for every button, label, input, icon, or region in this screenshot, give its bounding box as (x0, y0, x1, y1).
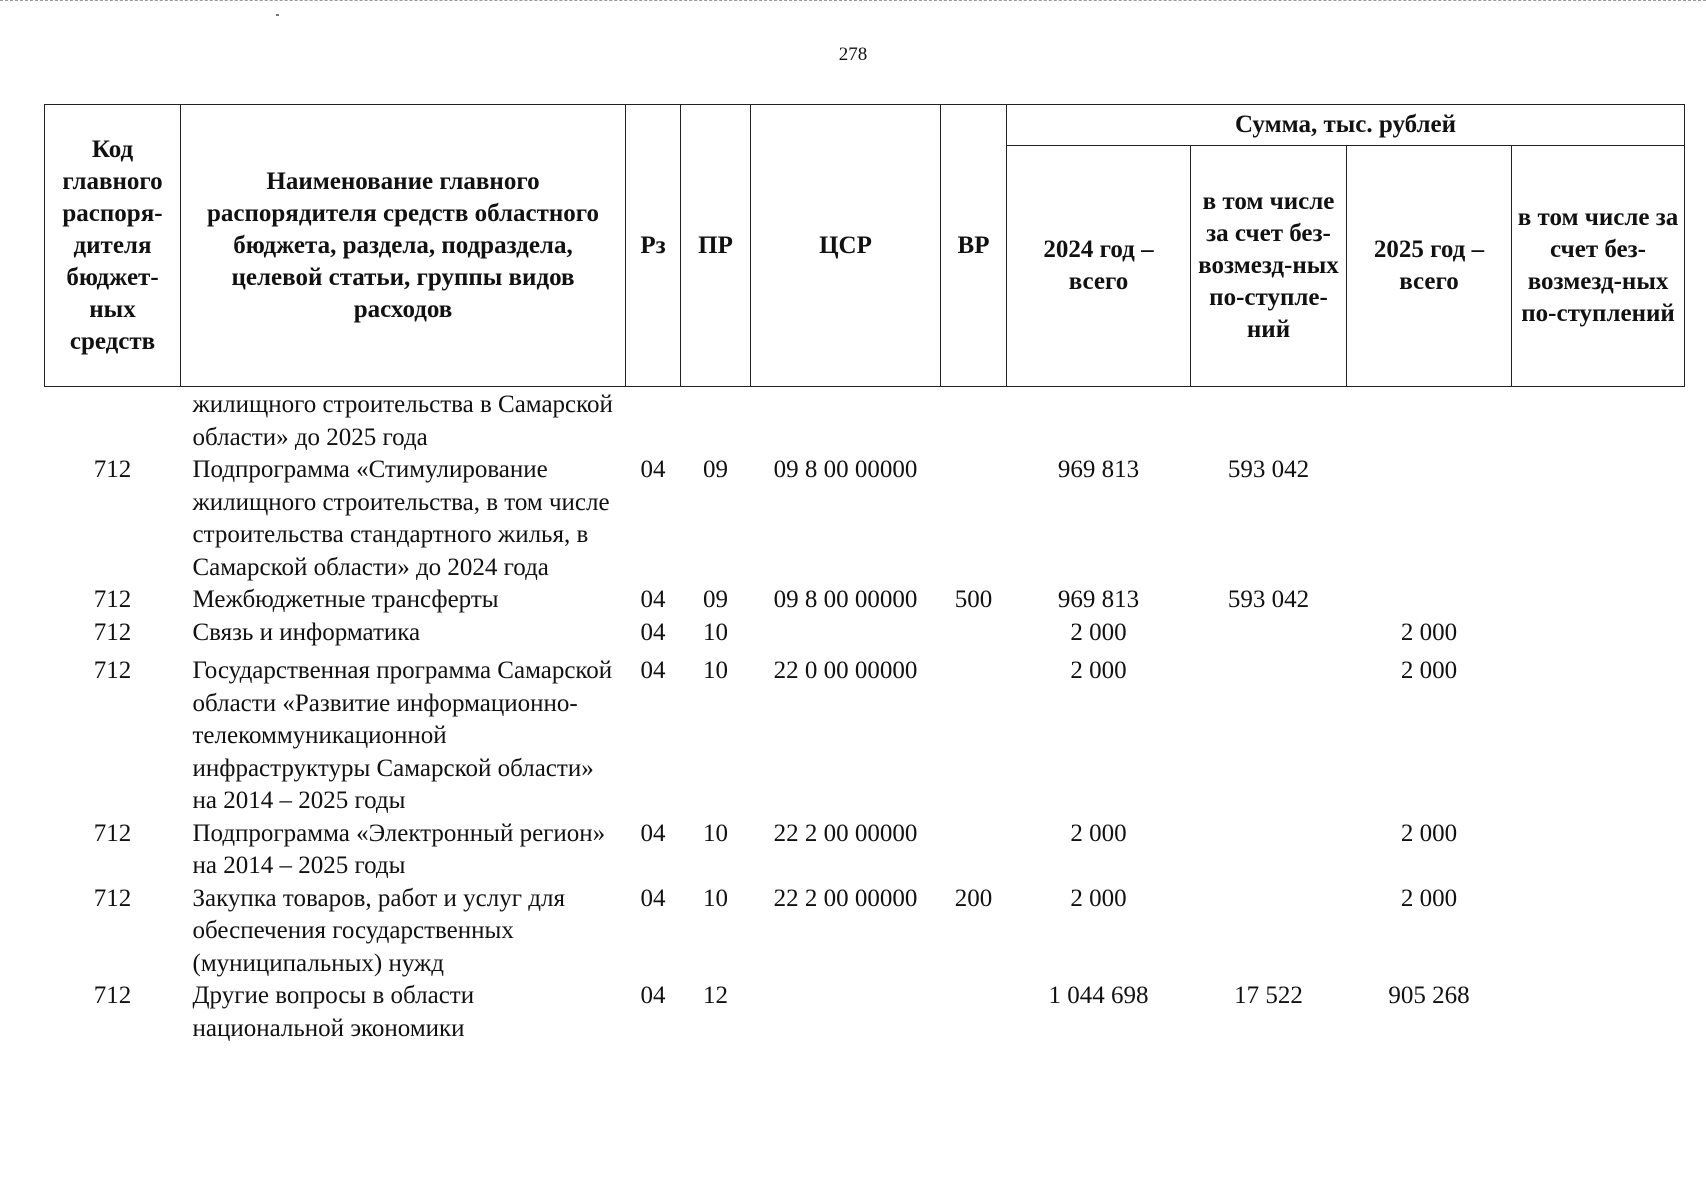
scan-speck (276, 14, 279, 16)
cell-vr (941, 387, 1007, 455)
header-csr: ЦСР (751, 105, 941, 387)
cell-pr: 12 (703, 982, 728, 1009)
header-2025-free: в том числе за счет без-возмезд-ных по-ступлений (1512, 146, 1685, 387)
header-2024-total: 2024 год – всего (1007, 146, 1191, 387)
cell-rz: 04 (640, 618, 666, 646)
cell-name: Подпрограмма «Стимулирование жилищного строительства, в том числе строительства стандартного жилья, в Самарской области» до 2024 года (192, 456, 610, 581)
cell-2025-free (1512, 980, 1685, 1045)
cell-name: Межбюджетные трансферты (192, 586, 499, 613)
table-body (45, 387, 1685, 1046)
cell-rz: 04 (640, 819, 666, 847)
cell-2025-total: 2 000 (1400, 657, 1458, 684)
cell-2024-free: 593 042 (1227, 456, 1310, 483)
table-row (45, 454, 1685, 584)
cell-csr: 22 2 00 00000 (773, 884, 918, 912)
cell-2024-free (1191, 818, 1347, 883)
cell-csr: 22 0 00 00000 (773, 657, 918, 684)
cell-2025-total: 2 000 (1400, 618, 1458, 646)
cell-vr (941, 617, 1007, 650)
cell-code: 712 (93, 819, 132, 847)
cell-2024-free (1191, 387, 1347, 455)
cell-name: Связь и информатика (192, 618, 421, 646)
cell-2024-total: 2 000 (1070, 618, 1127, 646)
header-code: Код главного распоря-дителя бюджет-ных средств (45, 105, 181, 387)
header-pr: ПР (681, 105, 751, 387)
cell-rz: 04 (640, 586, 666, 613)
cell-csr: 09 8 00 00000 (773, 586, 918, 613)
cell-vr: 200 (954, 884, 993, 912)
cell-2025-free (1512, 649, 1685, 818)
cell-2025-total (1347, 387, 1512, 455)
cell-code: 712 (93, 618, 132, 646)
cell-pr: 09 (703, 586, 728, 613)
cell-rz (626, 387, 681, 455)
cell-2025-free (1512, 617, 1685, 650)
cell-vr (941, 980, 1007, 1045)
cell-pr: 10 (703, 819, 728, 847)
cell-pr: 10 (703, 657, 728, 684)
cell-2025-total (1347, 454, 1512, 584)
cell-csr: 09 8 00 00000 (773, 456, 918, 483)
cell-2024-total (1007, 387, 1191, 455)
cell-vr (941, 649, 1007, 818)
cell-2024-free: 17 522 (1234, 982, 1303, 1009)
header-vr: ВР (941, 105, 1007, 387)
cell-pr (681, 387, 751, 455)
header-name: Наименование главного распорядителя средств областного бюджета, раздела, подраздела, целевой статьи, группы видов расходов (181, 105, 626, 387)
cell-code: 712 (93, 884, 132, 912)
header-rz: Рз (626, 105, 681, 387)
cell-pr: 10 (703, 884, 728, 912)
cell-vr (941, 818, 1007, 883)
cell-2025-free (1512, 883, 1685, 981)
cell-vr (941, 454, 1007, 584)
cell-name: Закупка товаров, работ и услуг для обеспечения государственных (муниципальных) нужд (192, 884, 565, 977)
cell-code: 712 (93, 982, 132, 1009)
cell-2024-total: 1 044 698 (1048, 982, 1149, 1009)
cell-2024-total: 2 000 (1070, 819, 1127, 847)
cell-csr: 22 2 00 00000 (773, 819, 918, 847)
cell-2025-free (1512, 584, 1685, 617)
cell-name: Государственная программа Самарской области «Развитие информационно-телекоммуникационной инфраструктуры Самарской области» на 2014 – 2025 годы (192, 657, 613, 814)
cell-name: Другие вопросы в области национальной экономики (192, 982, 475, 1042)
cell-2024-total: 969 813 (1057, 456, 1140, 483)
cell-2024-total: 2 000 (1070, 657, 1127, 684)
cell-code (45, 387, 181, 455)
cell-rz: 04 (640, 456, 666, 483)
cell-2024-free (1191, 883, 1347, 981)
cell-name: Подпрограмма «Электронный регион» на 2014 – 2025 годы (192, 819, 606, 879)
cell-2025-total (1347, 584, 1512, 617)
cell-2024-free (1191, 649, 1347, 818)
cell-2024-total: 2 000 (1070, 884, 1127, 912)
table-row (45, 584, 1685, 617)
cell-rz: 04 (640, 982, 666, 1009)
header-2024-free: в том числе за счет без-возмезд-ных по-ступле-ний (1191, 146, 1347, 387)
cell-pr: 09 (703, 456, 728, 483)
cell-2024-free (1191, 617, 1347, 650)
table-row (45, 617, 1685, 650)
cell-csr (751, 617, 941, 650)
table-row (45, 883, 1685, 981)
cell-name: жилищного строительства в Самарской области» до 2025 года (192, 391, 613, 451)
cell-vr: 500 (954, 586, 993, 613)
cell-pr: 10 (703, 618, 728, 646)
top-scan-rule (0, 0, 1706, 2)
table-header (45, 105, 1685, 387)
cell-2025-free (1512, 387, 1685, 455)
table-row (45, 818, 1685, 883)
cell-code: 712 (93, 586, 132, 613)
cell-2025-free (1512, 818, 1685, 883)
budget-table (44, 104, 1685, 1045)
table-row (45, 980, 1685, 1045)
cell-code: 712 (93, 456, 132, 483)
table-row (45, 649, 1685, 818)
cell-rz: 04 (640, 657, 666, 684)
cell-2025-total: 2 000 (1400, 819, 1458, 847)
header-sum-group: Сумма, тыс. рублей (1007, 105, 1685, 146)
cell-2024-total: 969 813 (1057, 586, 1140, 613)
header-2025-total: 2025 год – всего (1347, 146, 1512, 387)
cell-2025-free (1512, 454, 1685, 584)
cell-2025-total: 2 000 (1400, 884, 1458, 912)
cell-2025-total: 905 268 (1388, 982, 1470, 1009)
cell-csr (751, 387, 941, 455)
page-number: 278 (838, 44, 868, 65)
table-row (45, 387, 1685, 455)
cell-rz: 04 (640, 884, 666, 912)
cell-csr (751, 980, 941, 1045)
cell-2024-free: 593 042 (1227, 586, 1310, 613)
cell-code: 712 (93, 657, 132, 684)
